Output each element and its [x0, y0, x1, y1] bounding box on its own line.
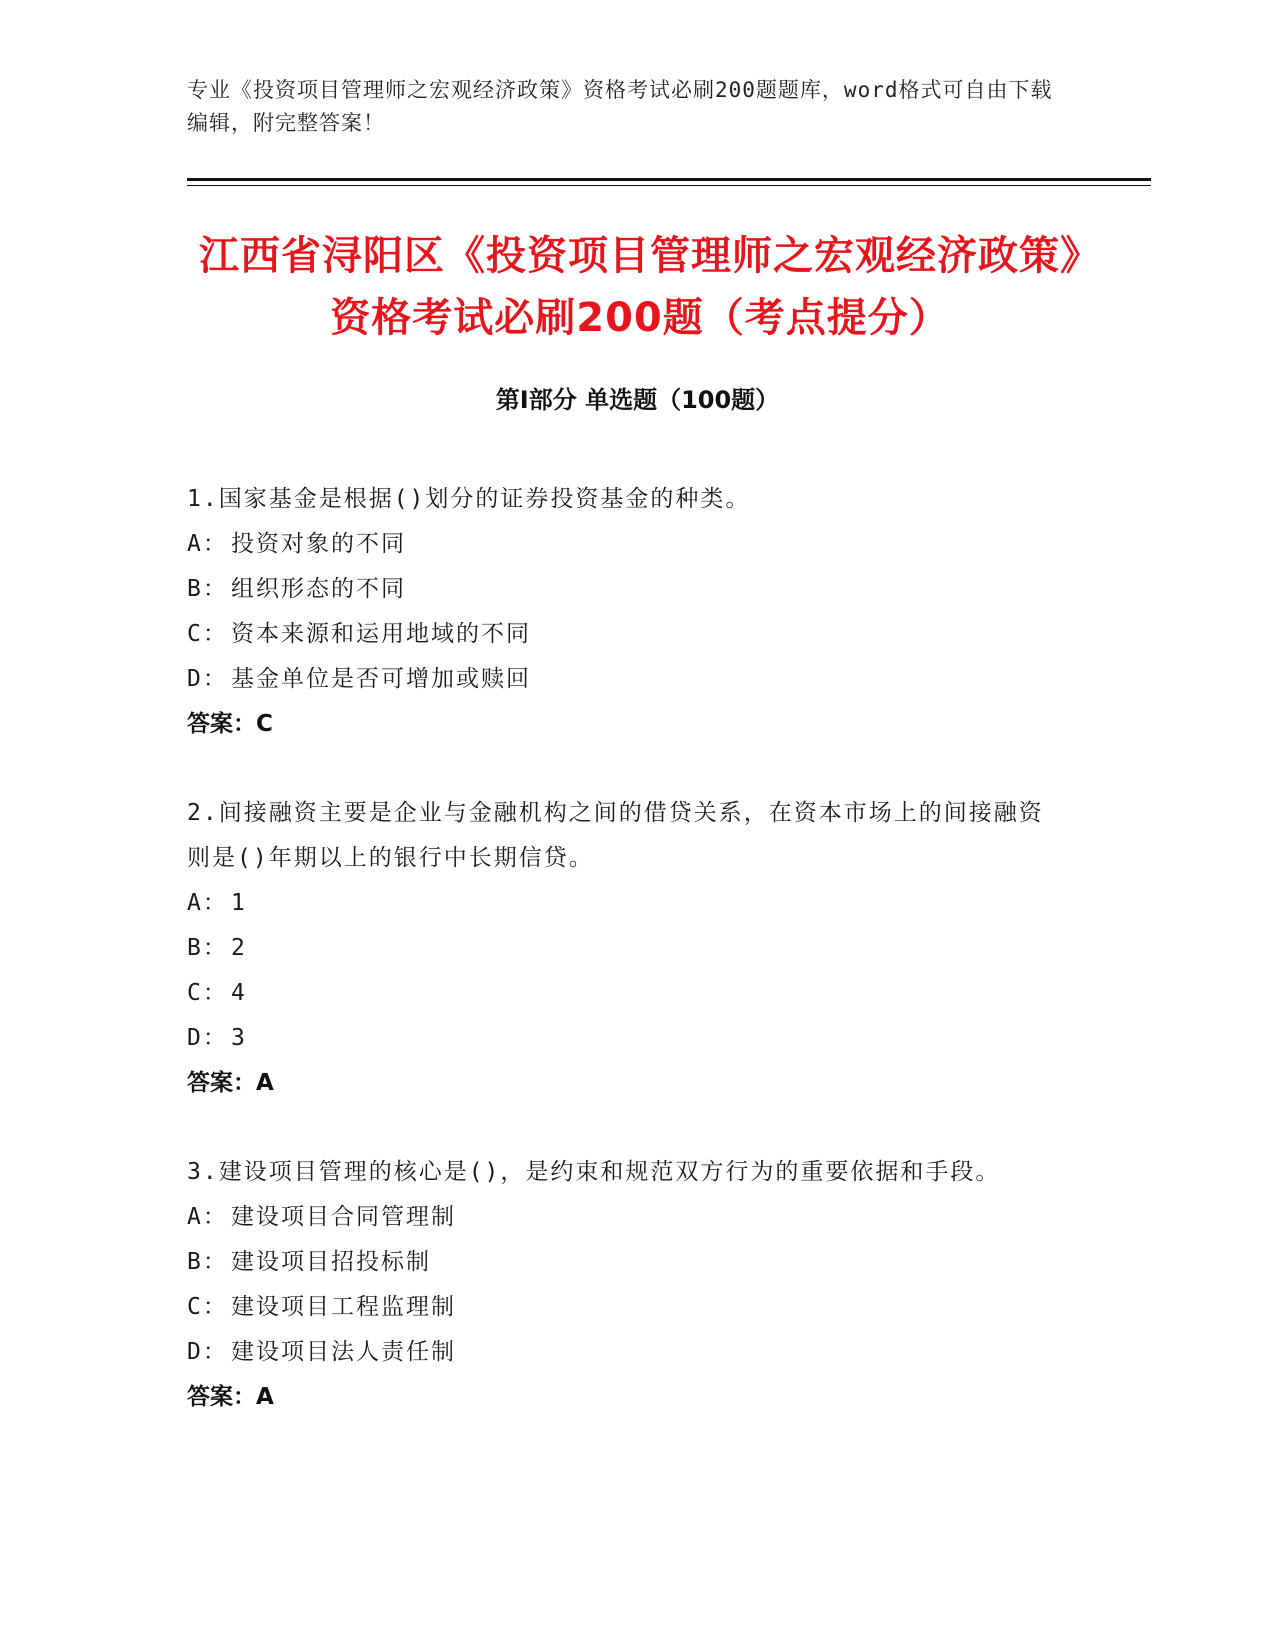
option-key: D： — [187, 666, 228, 692]
question-3 — [187, 1150, 1067, 1420]
option-key: C： — [187, 621, 228, 647]
option-key: B： — [187, 576, 228, 602]
document-title: 江西省浔阳区《投资项目管理师之宏观经济政策》资格考试必刷200题（考点提分） — [199, 233, 1081, 341]
option-text: 建设项目工程监理制 — [231, 1294, 456, 1320]
answer-label: 答案： — [187, 1384, 256, 1410]
question-stem: 3.建设项目管理的核心是()，是约束和规范双方行为的重要依据和手段。 — [187, 1159, 1001, 1185]
option-key: A： — [187, 1204, 228, 1230]
option-key: A： — [187, 890, 228, 916]
question-list — [187, 477, 1067, 1464]
option-text: 建设项目招投标制 — [231, 1249, 431, 1275]
option-b — [187, 1240, 1067, 1285]
header-rule-thick — [187, 178, 1151, 181]
option-c — [187, 612, 1067, 657]
option-text: 4 — [231, 980, 247, 1006]
answer-label: 答案： — [187, 711, 256, 737]
option-text: 2 — [231, 935, 247, 961]
option-c — [187, 971, 1067, 1016]
option-text: 1 — [231, 890, 247, 916]
option-a — [187, 1195, 1067, 1240]
option-key: C： — [187, 1294, 228, 1320]
option-text: 基金单位是否可增加或赎回 — [231, 666, 531, 692]
option-key: B： — [187, 935, 228, 961]
option-text: 建设项目法人责任制 — [231, 1339, 456, 1365]
option-d — [187, 1330, 1067, 1375]
answer-line — [187, 1061, 1067, 1106]
option-d — [187, 657, 1067, 702]
option-b — [187, 567, 1067, 612]
option-d — [187, 1016, 1067, 1061]
answer-line — [187, 702, 1067, 747]
option-text: 3 — [231, 1025, 247, 1051]
option-text: 资本来源和运用地域的不同 — [231, 621, 531, 647]
answer-line — [187, 1375, 1067, 1420]
option-key: D： — [187, 1025, 228, 1051]
option-b — [187, 926, 1067, 971]
option-c — [187, 1285, 1067, 1330]
section-title: 第Ⅰ部分 单选题（100题） — [495, 386, 780, 414]
option-text: 投资对象的不同 — [231, 531, 406, 557]
header-rule-thin — [187, 185, 1151, 186]
answer-value: A — [256, 1384, 274, 1410]
option-a — [187, 522, 1067, 567]
answer-value: A — [256, 1070, 274, 1096]
option-key: B： — [187, 1249, 228, 1275]
question-2 — [187, 791, 1067, 1106]
question-stem: 2.间接融资主要是企业与金融机构之间的借贷关系，在资本市场上的间接融资则是()年期以上的银行中长期信贷。 — [187, 800, 1044, 871]
option-key: C： — [187, 980, 228, 1006]
answer-label: 答案： — [187, 1070, 256, 1096]
header-note: 专业《投资项目管理师之宏观经济政策》资格考试必刷200题题库，word格式可自由下载编辑，附完整答案！ — [187, 78, 1053, 135]
option-text: 组织形态的不同 — [231, 576, 406, 602]
option-key: A： — [187, 531, 228, 557]
option-a — [187, 881, 1067, 926]
option-text: 建设项目合同管理制 — [231, 1204, 456, 1230]
answer-value: C — [256, 711, 273, 737]
question-stem: 1.国家基金是根据()划分的证券投资基金的种类。 — [187, 486, 751, 512]
option-key: D： — [187, 1339, 228, 1365]
question-1 — [187, 477, 1067, 747]
